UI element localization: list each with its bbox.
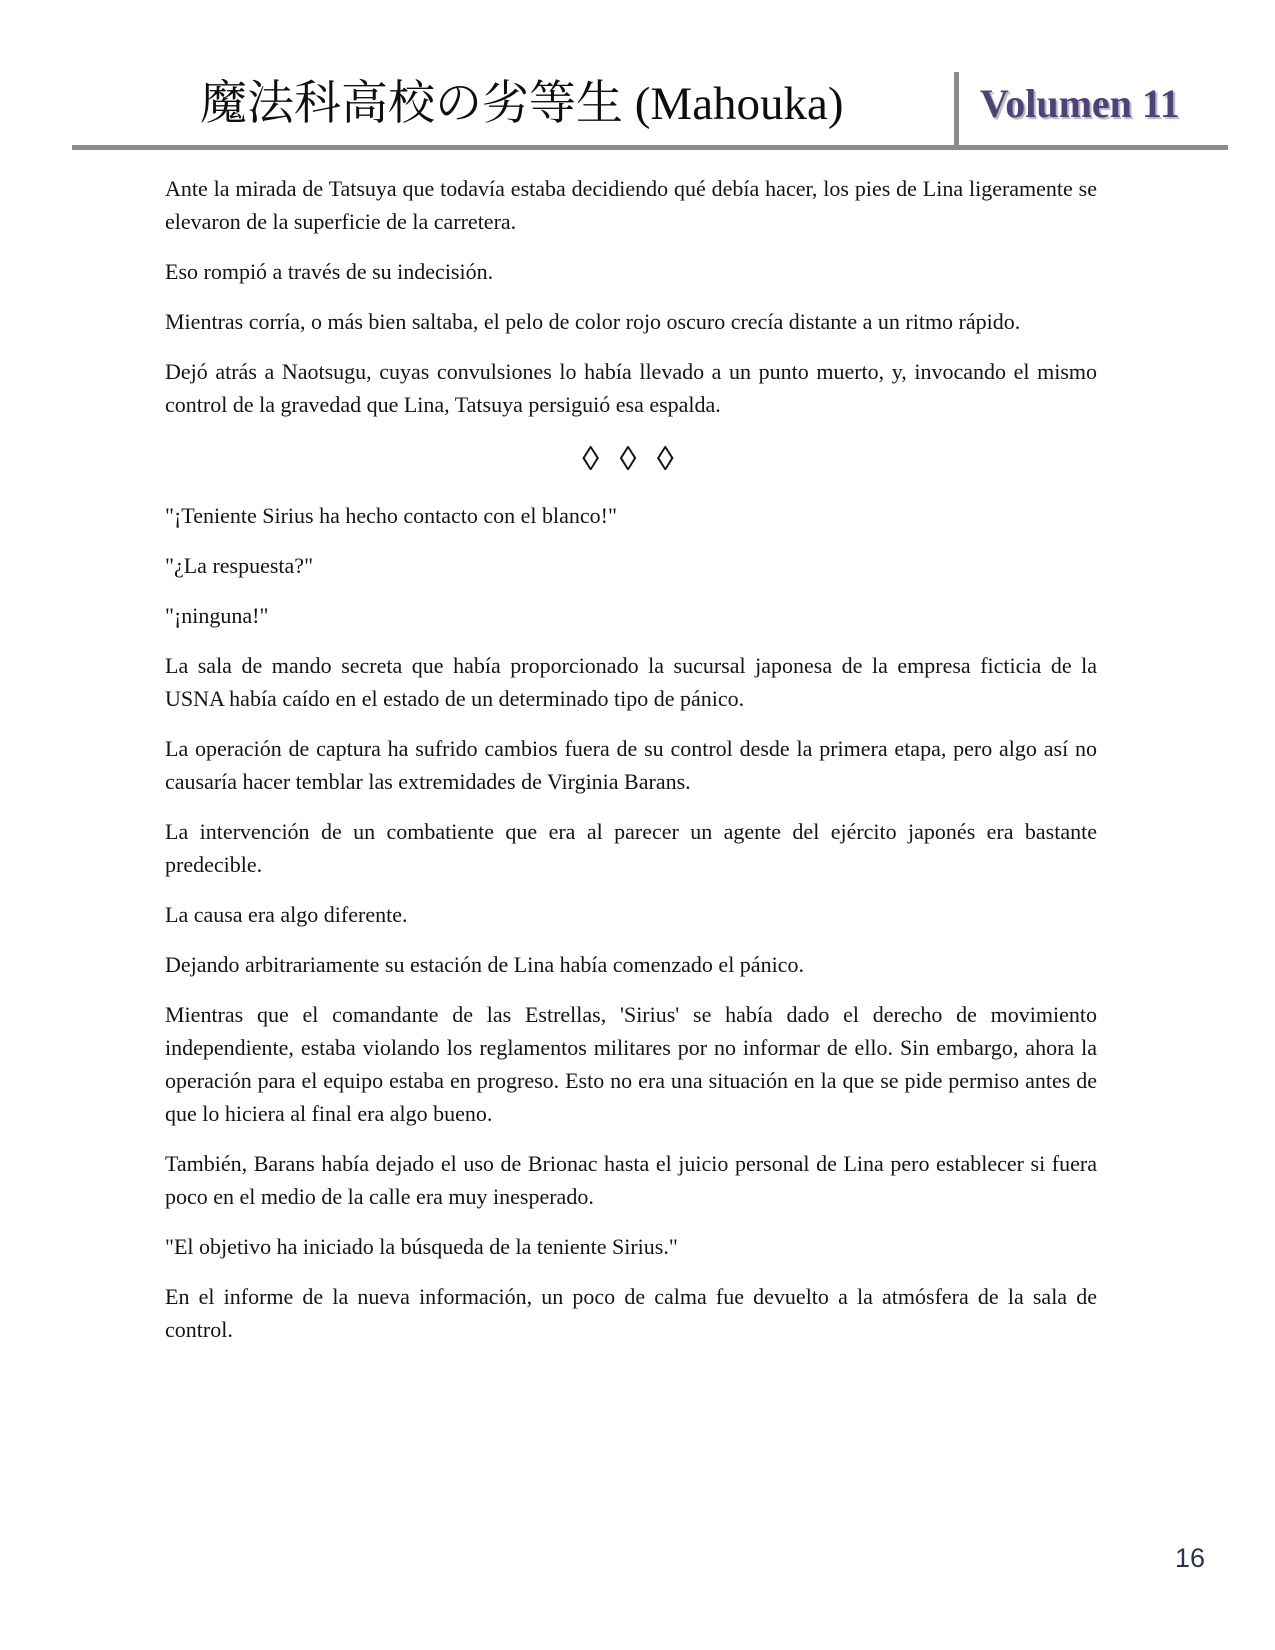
body-paragraph: En el informe de la nueva información, un poco de calma fue devuelto a la atmósfera de la sala de control. xyxy=(165,1284,1097,1342)
body-paragraph: "¡ninguna!" xyxy=(165,603,269,628)
body-paragraph: Eso rompió a través de su indecisión. xyxy=(165,259,494,284)
body-paragraph: También, Barans había dejado el uso de Brionac hasta el juicio personal de Lina pero establecer si fuera poco en el medio de la calle era muy inesperado. xyxy=(165,1151,1097,1209)
body-paragraph: Ante la mirada de Tatsuya que todavía estaba decidiendo qué debía hacer, los pies de Lina ligeramente se elevaron de la superficie de la carretera. xyxy=(165,176,1097,234)
header-rule xyxy=(72,145,1228,150)
body-paragraph: "¡Teniente Sirius ha hecho contacto con el blanco!" xyxy=(165,503,617,528)
body-paragraph: La operación de captura ha sufrido cambios fuera de su control desde la primera etapa, pero algo así no causaría hacer temblar las extremidades de Virginia Barans. xyxy=(165,736,1097,794)
body-paragraph: Dejando arbitrariamente su estación de Lina había comenzado el pánico. xyxy=(165,952,804,977)
document-body xyxy=(165,172,1097,1363)
body-paragraph: Mientras corría, o más bien saltaba, el pelo de color rojo oscuro crecía distante a un ritmo rápido. xyxy=(165,309,1021,334)
scene-divider: ◊ ◊ ◊ xyxy=(582,441,680,478)
header-vertical-divider xyxy=(954,72,959,150)
body-paragraph: La intervención de un combatiente que era al parecer un agente del ejército japonés era bastante predecible. xyxy=(165,819,1097,877)
body-paragraph: La causa era algo diferente. xyxy=(165,902,408,927)
body-paragraph: La sala de mando secreta que había proporcionado la sucursal japonesa de la empresa ficticia de la USNA había caído en el estado de un determinado tipo de pánico. xyxy=(165,653,1097,711)
document-title: 魔法科高校の劣等生 (Mahouka) xyxy=(200,78,844,130)
body-paragraph: Dejó atrás a Naotsugu, cuyas convulsiones lo había llevado a un punto muerto, y, invocando el mismo control de la gravedad que Lina, Tatsuya persiguió esa espalda. xyxy=(165,359,1097,417)
body-paragraph: "¿La respuesta?" xyxy=(165,553,314,578)
body-paragraph: Mientras que el comandante de las Estrellas, 'Sirius' se había dado el derecho de movimiento independiente, estaba violando los reglamentos militares por no informar de ello. Sin embargo, ahora la operación para el equipo estaba en progreso. Esto no era una situación en la que se pide permiso antes de que lo hiciera al final era algo bueno. xyxy=(165,1002,1097,1126)
page-number: 16 xyxy=(1174,1543,1205,1573)
body-paragraph: "El objetivo ha iniciado la búsqueda de la teniente Sirius." xyxy=(165,1234,678,1259)
volume-label: Volumen 11 xyxy=(980,81,1180,126)
